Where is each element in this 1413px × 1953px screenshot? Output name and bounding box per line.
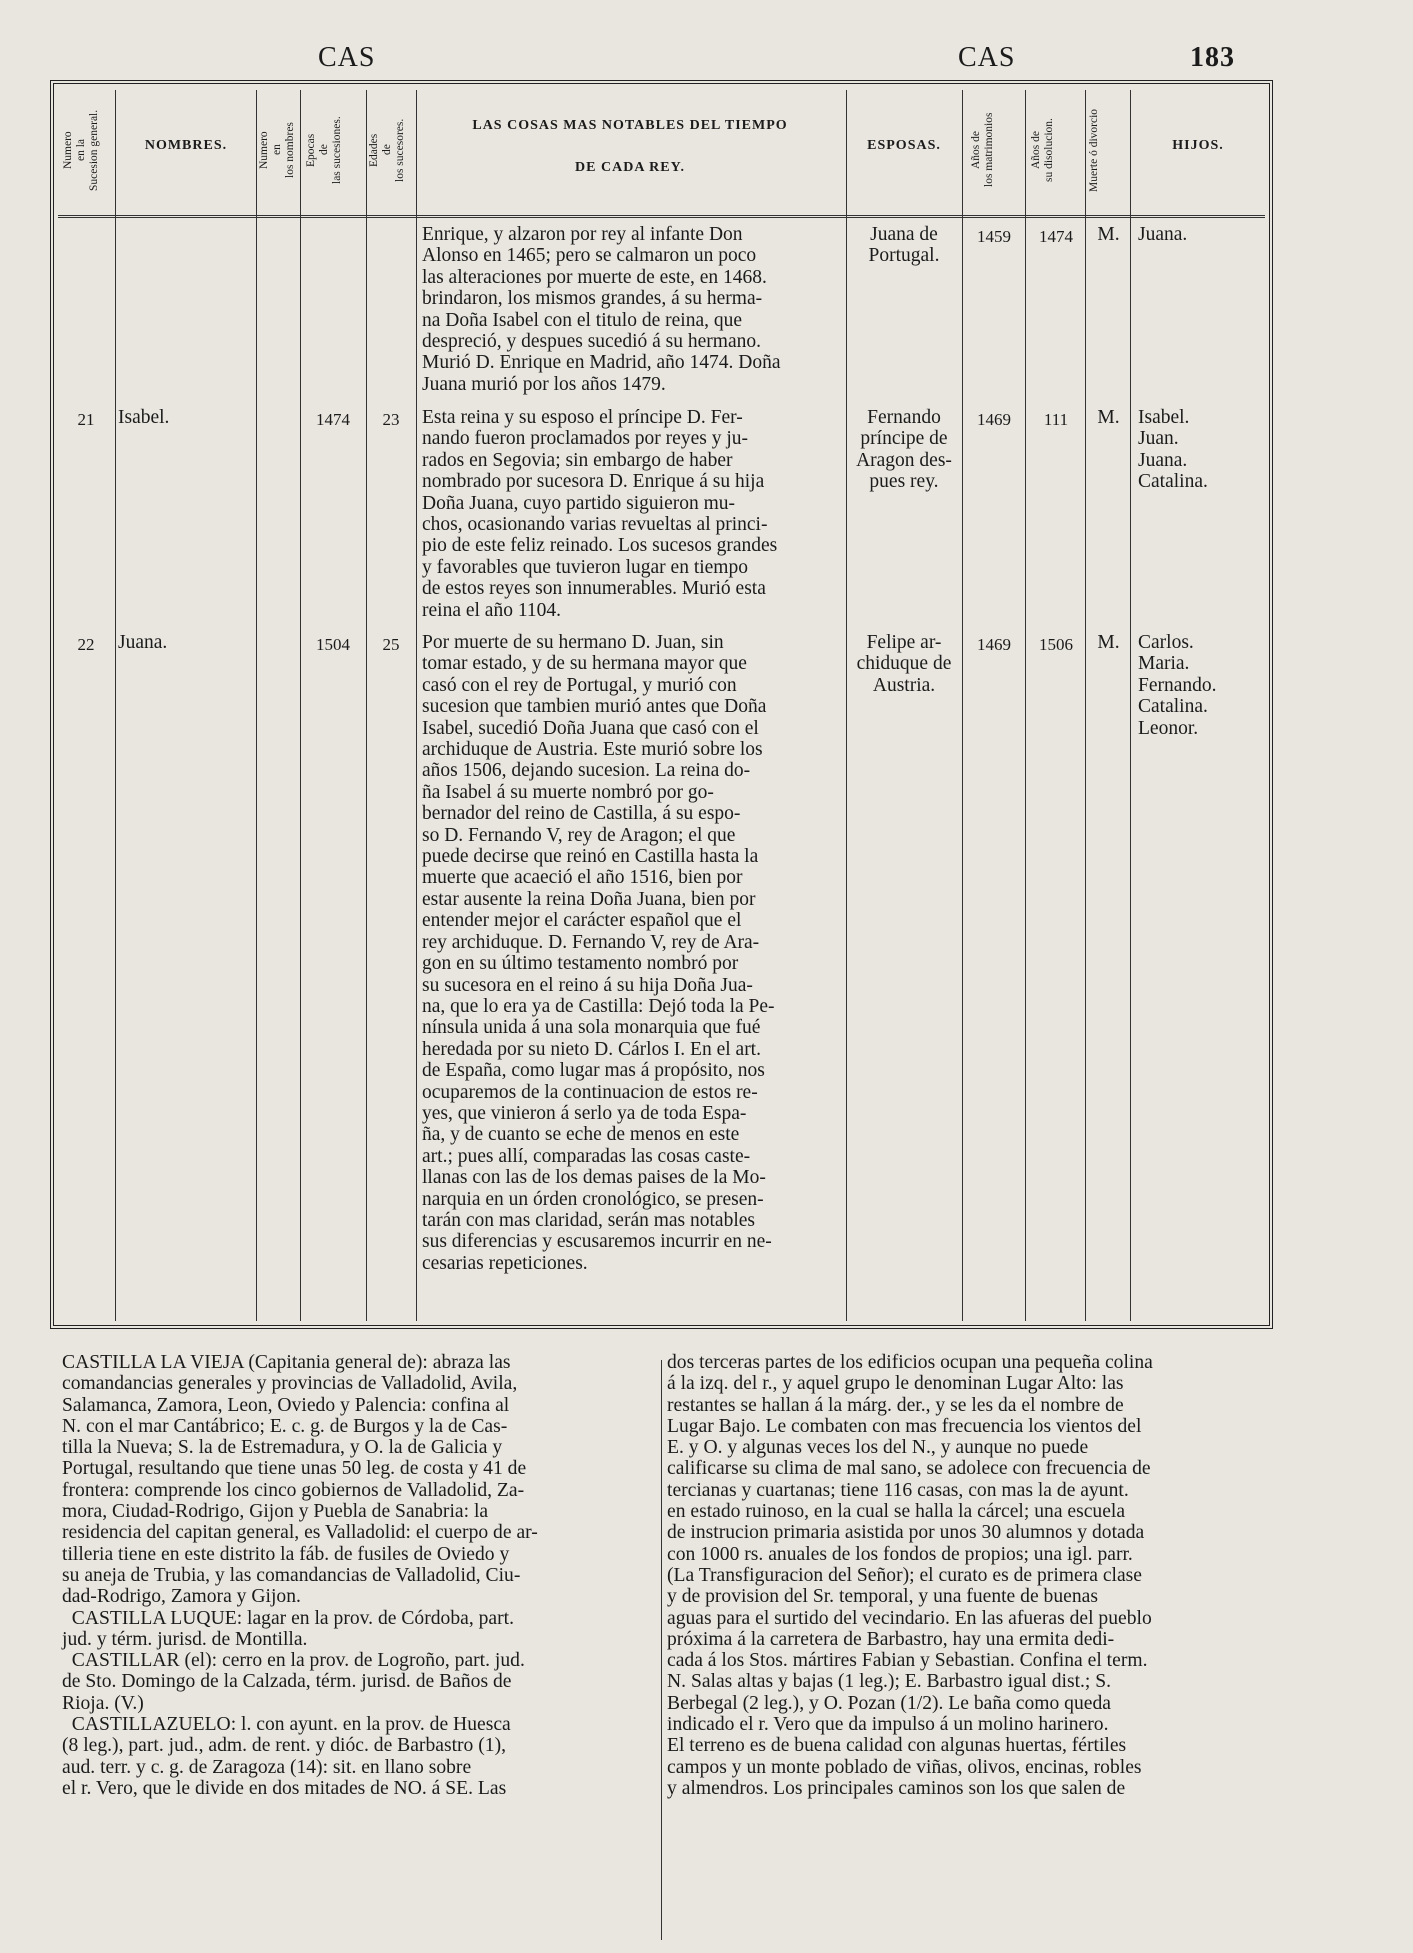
header-cosas-line2: DE CADA REY.: [575, 160, 685, 175]
row-edad: 23: [382, 410, 400, 429]
row-ano-matrimonio: 1469: [977, 410, 1011, 429]
header-cosas-line1: LAS COSAS MAS NOTABLES DEL TIEMPO: [472, 118, 788, 133]
column-divider: [962, 90, 963, 1321]
row-esposa: Juana de Portugal.: [868, 224, 940, 267]
header-hijos: HIJOS.: [1172, 138, 1224, 153]
header-edades: Edades de los sucesores.: [368, 118, 406, 182]
header-rule: [58, 215, 1265, 218]
row-edad: 25: [382, 635, 400, 654]
header-anos-disolucion: Años de su disolucion.: [1030, 118, 1055, 182]
row-notable-text: Esta reina y su esposo el príncipe D. Fer- nando fueron proclamados por reyes y ju- rados en Segovia; sin embargo de haber nombrado por sucesora D. Enrique á su hija Doña Juana, cuyo partido siguieron mu- chos, ocasionando varias revueltas al princi- pio de este feliz reinado. Los sucesos grandes y favorables que tuvieron lugar en tiempo de estos reyes son innumerables. Murió esta reina el año 1104.: [422, 407, 778, 621]
column-divider: [256, 90, 257, 1321]
header-nombres: NOMBRES.: [144, 138, 228, 153]
column-divider: [1085, 90, 1086, 1321]
entry-column-left: CASTILLA LA VIEJA (Capitania general de): abraza las comandancias generales y provincias de Valladolid, Avila, Salamanca, Zamora, Leon, Oviedo y Palencia: confina al N. con el mar Cantábrico; E. c. g. de Burgos y la de Cas- tilla la Nueva; S. la de Estremadura, y O. la de Galicia y Portugal, resultando que tiene unas 50 leg. de costa y 41 de frontera: comprende los cinco gobiernos de Valladolid, Za- mora, Ciudad-Rodrigo, Gijon y Puebla de Sanabria: la residencia del capitan general, es Valladolid: el cuerpo de ar- tilleria tiene en este distrito la fáb. de fusiles de Oviedo y su aneja de Trubia, y las comandancias de Valladolid, Ciu- dad-Rodrigo, Zamora y Gijon. CASTILLA LUQUE: lagar en la prov. de Córdoba, part. jud. y térm. jurisd. de Montilla. CASTILLAR (el): cerro en la prov. de Logroño, part. jud. de Sto. Domingo de la Calzada, térm. jurisd. de Baños de Rioja. (V.) CASTILLAZUELO: l. con ayunt. en la prov. de Huesca (8 leg.), part. jud., adm. de rent. y dióc. de Barbastro (1), aud. terr. y c. g. de Zaragoza (14): sit. en llano sobre el r. Vero, que le divide en dos mitades de NO. á SE. Las: [62, 1352, 538, 1799]
column-divider: [115, 90, 116, 1321]
row-hijos: Juana.: [1138, 224, 1188, 245]
row-muerte: M.: [1097, 224, 1120, 245]
page-number: 183: [1190, 42, 1235, 73]
row-ano-disolucion: 1506: [1039, 635, 1073, 654]
row-nombre: Juana.: [118, 632, 168, 653]
header-numero-sucesion: Numero en la Sucesion general.: [62, 109, 100, 191]
column-divider: [300, 90, 301, 1321]
row-notable-text: Enrique, y alzaron por rey al infante Don Alonso en 1465; pero se calmaron un poco las alteraciones por muerte de este, en 1468. brindaron, los mismos grandes, á su herma- na Doña Isabel con el titulo de reina, que despreció, y despues sucedió á su hermano. Murió D. Enrique en Madrid, año 1474. Doña Juana murió por los años 1479.: [422, 224, 781, 395]
row-muerte: M.: [1097, 407, 1120, 428]
row-ano-matrimonio: 1469: [977, 635, 1011, 654]
column-divider: [366, 90, 367, 1321]
row-muerte: M.: [1097, 632, 1120, 653]
header-numero-nombres: Numero en los nombres: [258, 122, 296, 178]
row-hijos: Isabel. Juan. Juana. Catalina.: [1138, 407, 1208, 493]
header-muerte-divorcio: Muerte ó divorcio: [1088, 108, 1100, 192]
row-esposa: Felipe ar- chiduque de Austria.: [856, 632, 952, 696]
header-anos-matrimonios: Años de los matrimonios: [970, 112, 995, 188]
entry-column-right: dos terceras partes de los edificios ocupan una pequeña colina á la izq. del r., y aquel grupo le denominan Lugar Alto: las restantes se hallan á la márg. der., y se les da el nombre de Lugar Bajo. Le combaten con mas frecuencia los vientos del E. y O. y algunas veces los del N., y aunque no puede calificarse su clima de mal sano, se adolece con frecuencia de tercianas y cuartanas; tiene 116 casas, con mas la de ayunt. en estado ruinoso, en la cual se halla la cárcel; una escuela de instrucion primaria asistida por unos 30 alumnos y dotada con 1000 rs. anuales de los fondos de propios; una igl. parr. (La Transfiguracion del Señor); el curato es de primera clase y de provision del Sr. temporal, y una fuente de buenas aguas para el surtido del vecindario. En las afueras del pueblo próxima á la carretera de Barbastro, hay una ermita dedi- cada á los Stos. mártires Fabian y Sebastian. Confina el term. N. Salas altas y bajas (1 leg.); E. Barbastro igual dist.; S. Berbegal (2 leg.), y O. Pozan (1/2). Le baña como queda indicado el r. Vero que da impulso á un molino harinero. El terreno es de buena calidad con algunas huertas, fértiles campos y un monte poblado de viñas, olivos, encinas, robles y almendros. Los principales caminos son los que salen de: [667, 1352, 1153, 1799]
running-head-left: CAS: [318, 42, 376, 73]
row-epoca: 1474: [316, 410, 350, 429]
header-epocas: Epocas de las sucesiones.: [305, 116, 343, 184]
row-epoca: 1504: [316, 635, 350, 654]
column-divider: [1130, 90, 1131, 1321]
row-num-sucesion: 21: [77, 410, 95, 429]
row-ano-disolucion: 111: [1043, 410, 1069, 429]
column-divider: [416, 90, 417, 1321]
column-divider: [1025, 90, 1026, 1321]
column-divider: [846, 90, 847, 1321]
row-esposa: Fernando príncipe de Aragon des- pues rey.: [856, 407, 952, 493]
header-esposas: ESPOSAS.: [867, 138, 941, 153]
row-ano-matrimonio: 1459: [977, 227, 1011, 246]
column-rule: [661, 1360, 662, 1940]
row-ano-disolucion: 1474: [1039, 227, 1073, 246]
row-num-sucesion: 22: [77, 635, 95, 654]
row-hijos: Carlos. Maria. Fernando. Catalina. Leonor.: [1138, 632, 1217, 739]
row-notable-text: Por muerte de su hermano D. Juan, sin tomar estado, y de su hermana mayor que casó con el rey de Portugal, y murió con sucesion que tambien murió antes que Doña Isabel, sucedió Doña Juana que casó con el archiduque de Austria. Este murió sobre los años 1506, dejando sucesion. La reina do- ña Isabel á su muerte nombró por go- bernador del reino de Castilla, á su espo- so D. Fernando V, rey de Aragon; el que puede decirse que reinó en Castilla hasta la muerte que acaeció el año 1516, bien por estar ausente la reina Doña Juana, bien por entender mejor el carácter español que el rey archiduque. D. Fernando V, rey de Ara- gon en su último testamento nombró por su sucesora en el reino á su hija Doña Jua- na, que lo era ya de Castilla: Dejó toda la Pe- nínsula unida á una sola monarquia que fué heredada por su nieto D. Cárlos I. En el art. de España, como lugar mas á propósito, nos ocuparemos de la continuacion de estos re- yes, que vinieron á serlo ya de toda Espa- ña, y de cuanto se eche de menos en este art.; pues allí, comparadas las cosas caste- llanas con las de los demas paises de la Mo- narquia en un órden cronológico, se presen- tarán con mas claridad, serán mas notables sus diferencias y escusaremos incurrir en ne- cesarias repeticiones.: [422, 632, 775, 1274]
row-nombre: Isabel.: [118, 407, 170, 428]
running-head-right: CAS: [958, 42, 1016, 73]
